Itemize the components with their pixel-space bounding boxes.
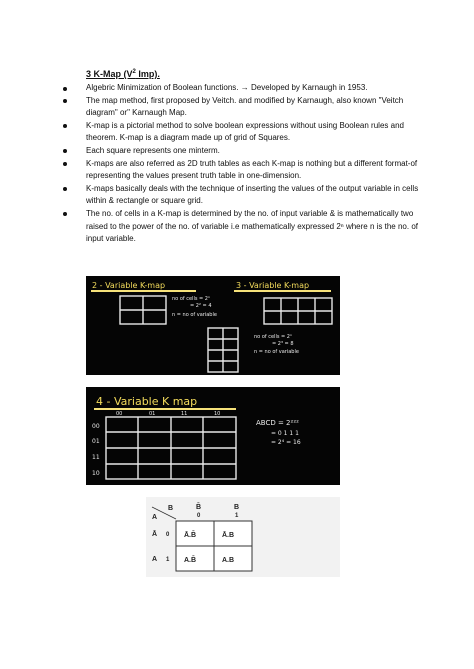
section-title — [86, 69, 160, 79]
kmap-row-variable: A — [152, 514, 158, 521]
kmap-cell: A.B̄ — [184, 557, 197, 564]
board1-left-title: 2 - Variable K-map — [92, 281, 166, 290]
chalkboard-drawing — [86, 276, 340, 375]
kmap-cell: A.B — [222, 557, 235, 564]
bullet-item: K-maps basically deals with the technique of inserting the values of the output variable in cells within & rectangle or square grid. — [60, 183, 420, 208]
kmap-cell: Ā.B — [222, 532, 235, 539]
kmap-row-head: Ā — [152, 531, 158, 538]
board1-cells-note: no of cells = 2ⁿ — [172, 296, 210, 302]
row-label: 00 — [92, 423, 100, 430]
board1-cells3-calc: = 2³ = 8 — [272, 341, 294, 347]
board2-title: 4 - Variable K map — [96, 395, 198, 408]
kmap-col-head: B̄ — [196, 504, 202, 511]
col-label: 10 — [214, 411, 221, 417]
chalkboard-image-2-3-variable — [86, 276, 340, 375]
board2-calc2: = 2⁴ = 16 — [271, 439, 301, 446]
bullet-item: Algebric Minimization of Boolean functions. → Developed by Karnaugh in 1953. — [60, 82, 420, 95]
kmap-col-head: B — [234, 504, 240, 511]
kmap-col-value: 1 — [235, 513, 239, 519]
section-title-tail: Imp). — [135, 69, 160, 79]
board1-right-title: 3 - Variable K-map — [236, 281, 310, 290]
kmap-cell: Ā.B̄ — [184, 532, 197, 539]
board2-calc1: = 0 1 1 1 — [271, 430, 299, 437]
row-label: 11 — [92, 454, 100, 461]
bullet-list — [60, 82, 420, 246]
col-label: 01 — [149, 411, 156, 417]
bullet-item: K-map is a pictorial method to solve boolean expressions without using Boolean rules and theorem. K-map is a diagram made up of grid of Squares. — [60, 120, 420, 145]
bullet-item: The map method, first proposed by Veitch. and modified by Karnaugh, also known "Veitch diagram" or" Karnaugh Map. — [60, 95, 420, 120]
section-title-main: 3 K-Map (V — [86, 69, 133, 79]
kmap-row-value: 1 — [166, 557, 170, 563]
chalkboard-image-4-variable — [86, 387, 340, 485]
section-title-sup: 2 — [132, 69, 136, 75]
board1-cells3-note: no of cells = 2ⁿ — [254, 334, 292, 340]
row-label: 01 — [92, 438, 100, 445]
row-label: 10 — [92, 470, 100, 477]
col-label: 00 — [116, 411, 123, 417]
col-label: 11 — [181, 411, 188, 417]
board1-n3-note: n = no of variable — [254, 349, 299, 355]
kmap-2-variable-diagram — [146, 497, 340, 577]
bullet-item: Each square represents one minterm. — [60, 145, 420, 158]
kmap-row-head: A — [152, 556, 158, 563]
board1-cells-calc: = 2² = 4 — [190, 303, 212, 309]
board2-abcd: ABCD = 2²²² — [256, 419, 299, 427]
bullet-item: K-maps are also referred as 2D truth tables as each K-map is nothing but a different format-of representing the values present truth table in one-dimension. — [60, 158, 420, 183]
bullet-item: The no. of cells in a K-map is determined by the no. of input variable & is mathematically two raised to the power of the no. of variable i.e mathematically expressed 2ⁿ where n is the no. of input variable. — [60, 208, 420, 246]
kmap-col-value: 0 — [197, 513, 201, 519]
board1-n-note: n = no of variable — [172, 312, 217, 318]
kmap-diagram-svg — [146, 497, 340, 577]
chalkboard-drawing — [86, 387, 340, 485]
kmap-col-variable: B — [168, 505, 174, 512]
kmap-row-value: 0 — [166, 532, 170, 538]
